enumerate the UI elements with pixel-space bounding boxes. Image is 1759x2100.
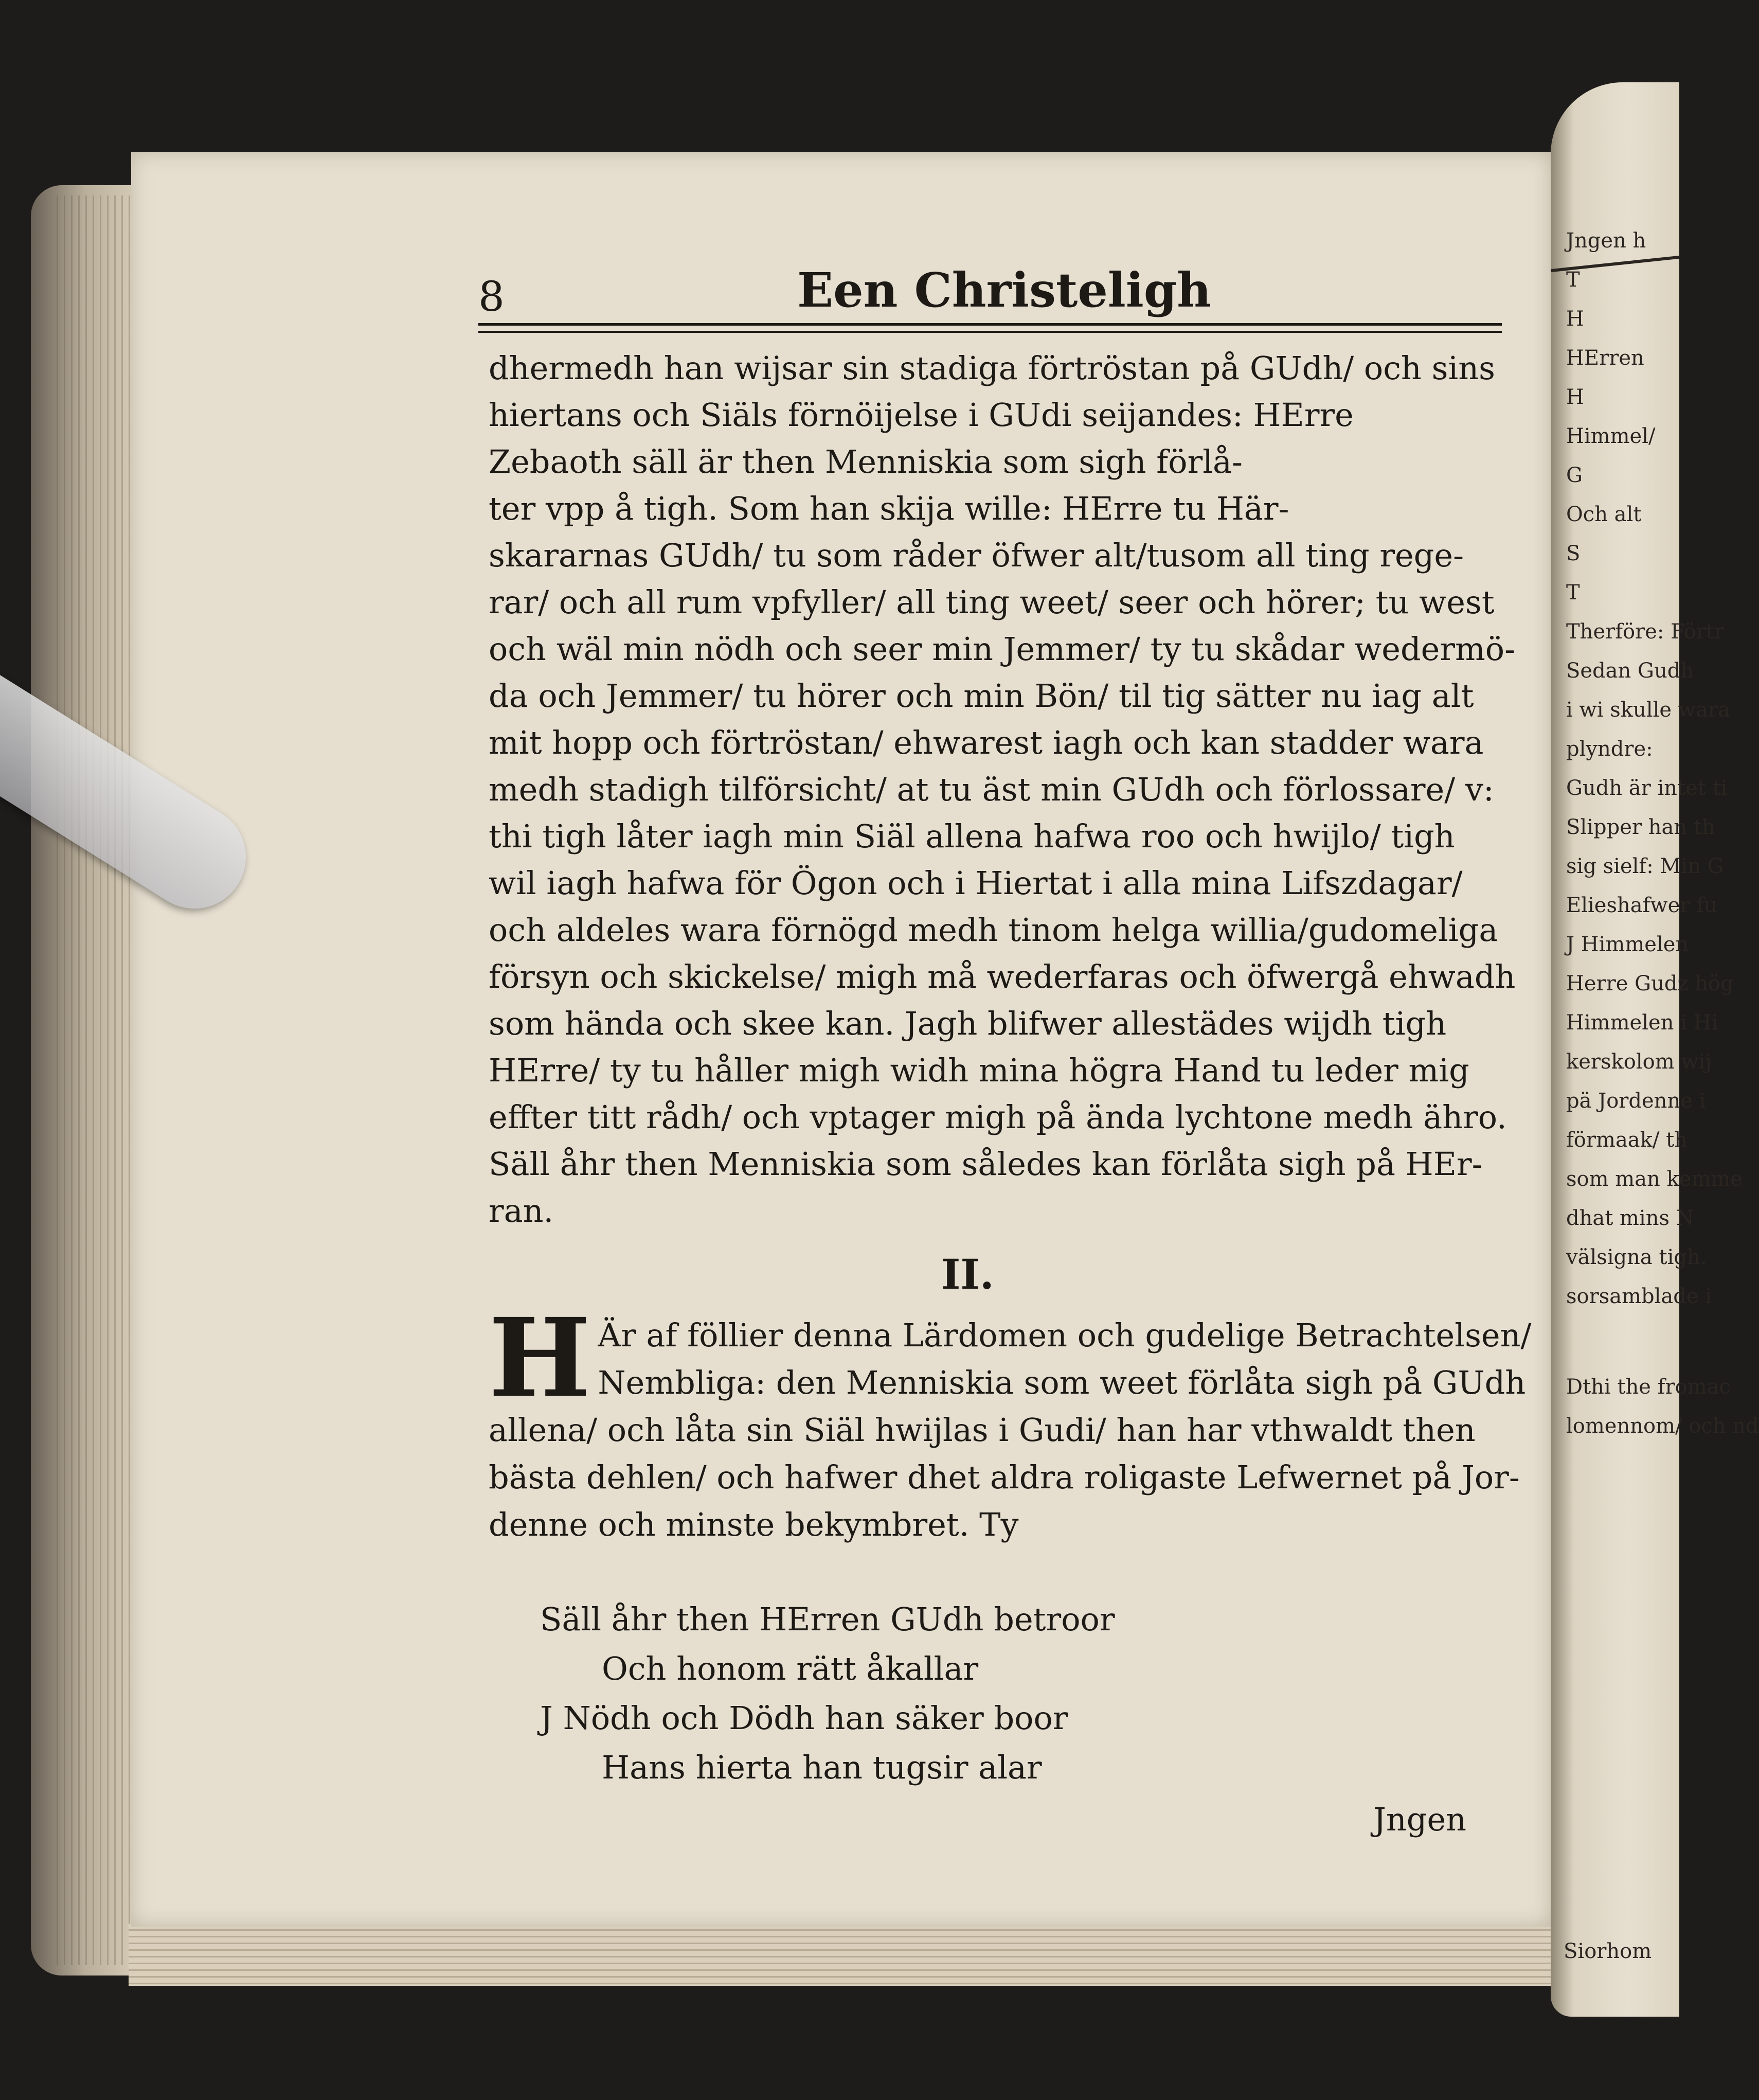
paragraph-1-line: dhermedh han wijsar sin stadiga förtröstan på GUdh/ och sins xyxy=(489,349,1495,387)
facing-page-line: Sedan Gudh xyxy=(1566,659,1694,683)
paragraph-1-line: medh stadigh tilförsicht/ at tu äst min GUdh och förlossare/ v: xyxy=(489,771,1494,808)
paragraph-2 xyxy=(489,1294,1532,1549)
catchword: Jngen xyxy=(1373,1801,1467,1838)
facing-page-line: välsigna tigh. xyxy=(1566,1245,1707,1269)
facing-page-text xyxy=(1566,221,1759,1446)
facing-page-line: Himmel/ xyxy=(1566,424,1656,448)
facing-page-line: Himmelen i Hi xyxy=(1566,1011,1718,1035)
running-title: Een Christeligh xyxy=(797,262,1212,318)
facing-page-line: Jngen h xyxy=(1566,229,1646,253)
facing-page-line: sig sielf: Min G xyxy=(1566,855,1724,878)
paragraph-1-line: som hända och skee kan. Jagh blifwer allestädes wijdh tigh xyxy=(489,1005,1447,1042)
facing-page-line: sorsamblade i xyxy=(1566,1285,1712,1308)
paragraph-1-line: mit hopp och förtröstan/ ehwarest iagh och kan stadder wara xyxy=(489,724,1484,761)
header-rule xyxy=(478,323,1502,333)
facing-page-line: J Himmelen xyxy=(1566,933,1689,956)
paragraph-1-line: da och Jemmer/ tu hörer och min Bön/ til tig sätter nu iag alt xyxy=(489,677,1474,715)
paragraph-1-line: Zebaoth säll är then Menniskia som sigh förlå- xyxy=(489,443,1243,480)
paragraph-1-line: HErre/ ty tu håller migh widh mina högra Hand tu leder mig xyxy=(489,1052,1469,1089)
facing-page-line: dhat mins N xyxy=(1566,1206,1694,1230)
facing-page-line: som man kemme xyxy=(1566,1167,1743,1191)
page-header xyxy=(478,252,1492,321)
paragraph-1-line: skararnas GUdh/ tu som råder öfwer alt/tusom all ting rege- xyxy=(489,537,1464,574)
paragraph-1-line: Säll åhr then Menniskia som således kan förlåta sigh på HEr- xyxy=(489,1145,1483,1183)
facing-page-line: Elieshafwer fu xyxy=(1566,894,1717,917)
verse-line: Säll åhr then HErren GUdh betroor xyxy=(540,1600,1115,1638)
facing-page-line: H xyxy=(1566,385,1584,409)
paragraph-2-line: Är af föllier denna Lärdomen och gudelige Betrachtelsen/ xyxy=(598,1316,1532,1354)
paragraph-1-line: försyn och skickelse/ migh må wederfaras och öfwergå ehwadh xyxy=(489,958,1516,995)
paragraph-1-line: ter vpp å tigh. Som han skija wille: HErre tu Här- xyxy=(489,490,1289,527)
paragraph-1-line: och aldeles wara förnögd medh tinom helga willia/gudomeliga xyxy=(489,911,1498,949)
verse-block xyxy=(540,1595,1115,1792)
page-number: 8 xyxy=(478,273,505,321)
verse-line: Och honom rätt åkallar xyxy=(602,1650,979,1687)
facing-page-line: förmaak/ th xyxy=(1566,1128,1688,1152)
paragraph-1-line: rar/ och all rum vpfyller/ all ting weet/ seer och hörer; tu west xyxy=(489,583,1495,621)
facing-page-bottom-fragment: Siorhom xyxy=(1564,1939,1652,1963)
facing-page-line: Och alt xyxy=(1566,503,1642,526)
facing-page-line: kerskolom wij xyxy=(1566,1050,1712,1074)
paragraph-1-line: effter titt rådh/ och vptager migh på ända lychtone medh ähro. xyxy=(489,1098,1507,1136)
book-bottom-edge xyxy=(129,1924,1569,1986)
facing-page-line: H xyxy=(1566,307,1584,331)
paragraph-1-line: thi tigh låter iagh min Siäl allena hafwa roo och hwijlo/ tigh xyxy=(489,817,1455,855)
facing-page-line: Gudh är intet ti xyxy=(1566,776,1728,800)
facing-page-line: HErren xyxy=(1566,346,1644,370)
drop-capital: H xyxy=(489,1294,591,1421)
facing-page-line: Therföre: Förtr xyxy=(1566,620,1725,644)
verse-line: J Nödh och Dödh han säker boor xyxy=(540,1699,1068,1737)
paragraph-1-line: ran. xyxy=(489,1192,554,1230)
facing-page-line: pä Jordenne i xyxy=(1566,1089,1706,1113)
paragraph-2-line: bästa dehlen/ och hafwer dhet aldra roligaste Lefwernet på Jor- xyxy=(489,1458,1520,1496)
paragraph-2-line: denne och minste bekymbret. Ty xyxy=(489,1506,1019,1543)
section-number: II. xyxy=(941,1250,994,1298)
facing-page-line: Herre Gudz hög xyxy=(1566,972,1734,995)
facing-page-line: Slipper han th xyxy=(1566,815,1715,839)
paragraph-1-line: och wäl min nödh och seer min Jemmer/ ty tu skådar wedermö- xyxy=(489,630,1516,668)
facing-page-line: T xyxy=(1566,268,1580,292)
facing-page-line: lomennom/ och nd xyxy=(1566,1414,1759,1438)
paragraph-2-line: allena/ och låta sin Siäl hwijlas i Gudi/ han har vthwaldt then xyxy=(489,1411,1476,1449)
paragraph-1 xyxy=(489,345,1516,1234)
facing-page-line: Dthi the fromac xyxy=(1566,1375,1731,1399)
paragraph-1-line: hiertans och Siäls förnöijelse i GUdi seijandes: HErre xyxy=(489,396,1354,434)
facing-page-line: i wi skulle wara xyxy=(1566,698,1730,722)
facing-page-line: plyndre: xyxy=(1566,737,1653,761)
paragraph-1-line: wil iagh hafwa för Ögon och i Hiertat i alla mina Lifszdagar/ xyxy=(489,864,1463,902)
verse-line: Hans hierta han tugsir alar xyxy=(602,1749,1042,1786)
page-text-block xyxy=(478,252,1532,1838)
facing-page-line: T xyxy=(1566,581,1580,604)
facing-page-line: G xyxy=(1566,464,1583,487)
facing-page-line: S xyxy=(1566,542,1581,565)
paragraph-2-line: Nembliga: den Menniskia som weet förlåta sigh på GUdh xyxy=(598,1364,1526,1401)
